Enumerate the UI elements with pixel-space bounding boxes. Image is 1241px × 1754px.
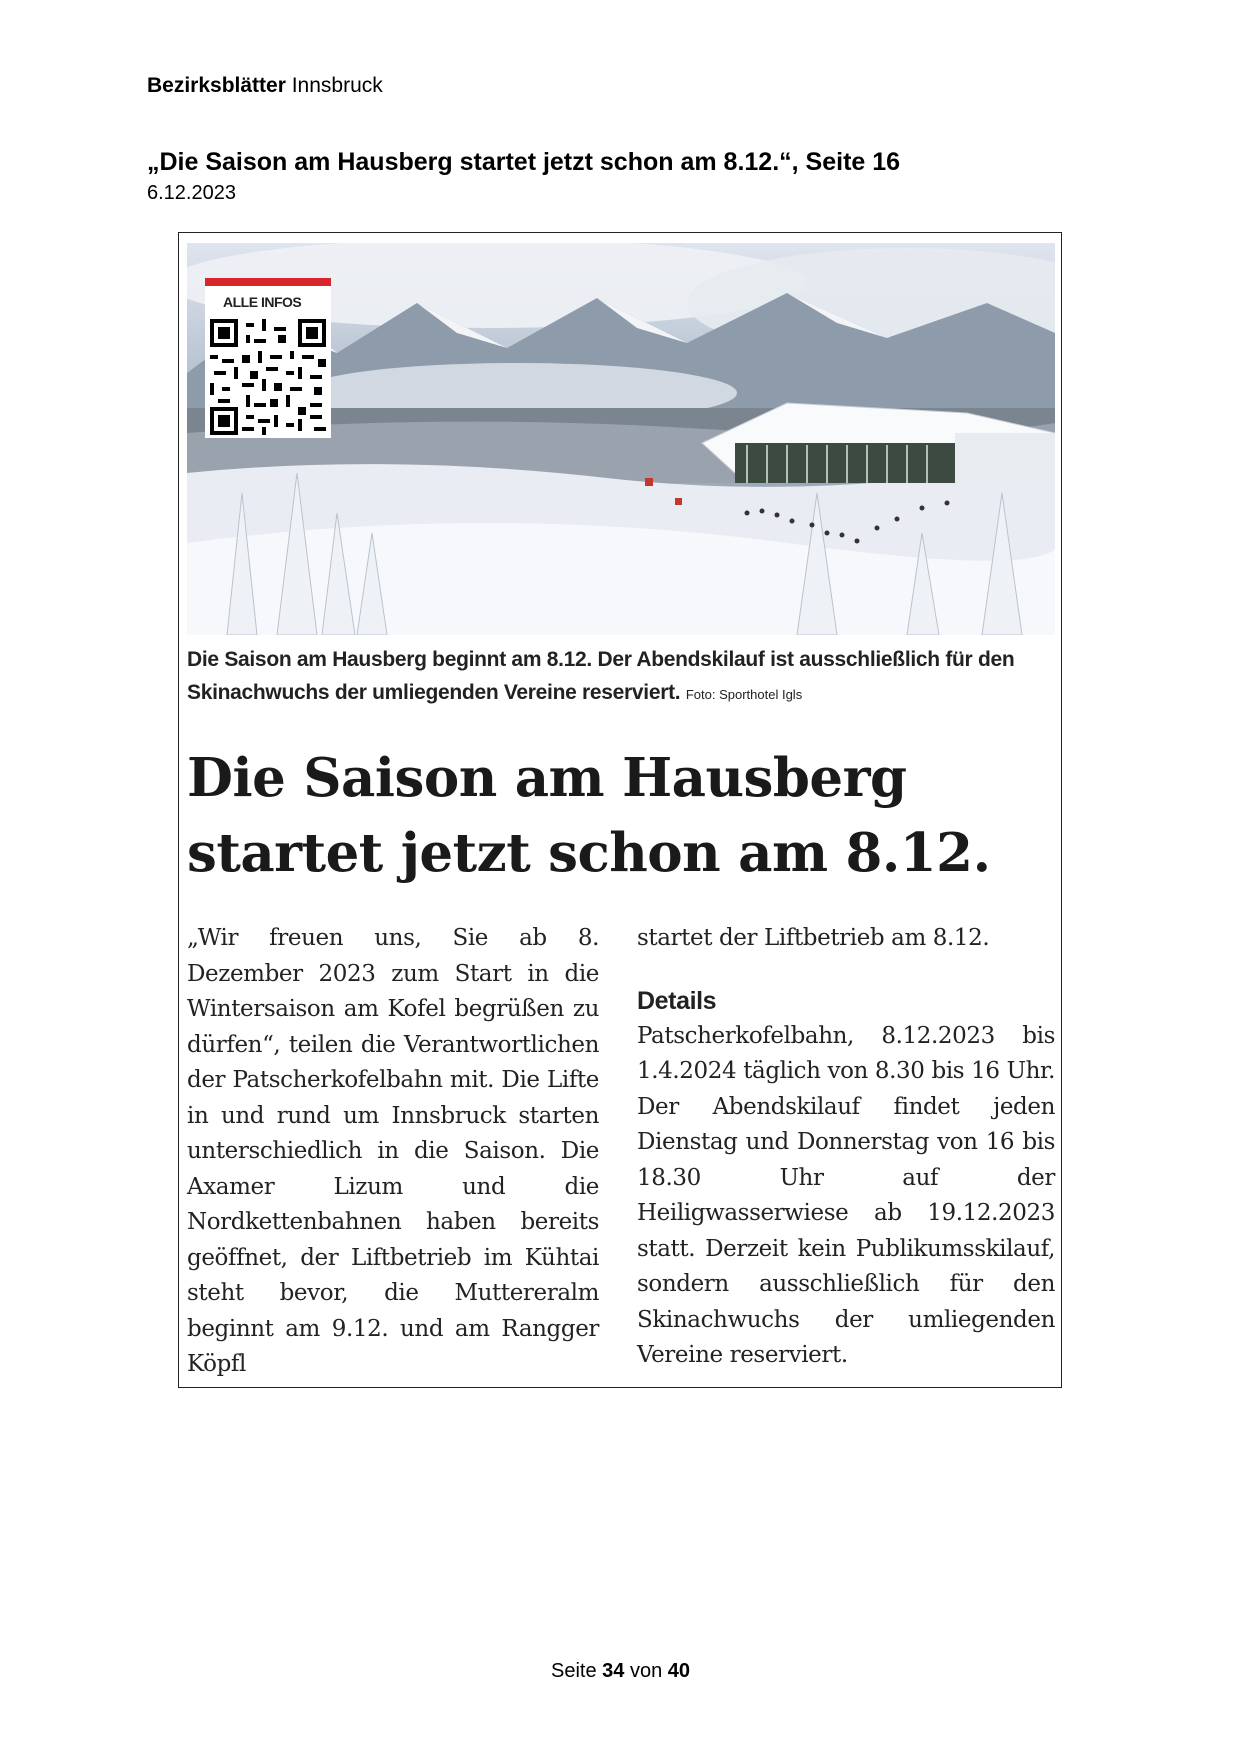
publication-city: Innsbruck [285, 74, 383, 97]
qr-info-box [205, 278, 331, 438]
qr-label: ALLE INFOS [223, 294, 302, 310]
qr-code-icon[interactable] [210, 319, 326, 435]
details-text: Patscherkofelbahn, 8.12.2023 bis 1.4.2024 täglich von 8.30 bis 16 Uhr. Der Abendskilauf findet jeden Dienstag und Donnerstag von 16 bis 18.30 Uhr auf der Heiligwasserwiese ab 19.12.2023 statt. Derzeit kein Publikumsskilauf, sondern ausschließlich für den Skinachwuchs der umliegenden Vereine reserviert. [637, 1022, 1055, 1368]
publication-bold: Bezirksblätter [147, 74, 286, 97]
ski-resort-photo [187, 243, 1055, 635]
publication-name [147, 74, 383, 98]
page-number-footer [0, 1660, 1241, 1683]
newspaper-clipping [178, 232, 1062, 1388]
photo-credit: Foto: Sporthotel Igls [685, 687, 803, 702]
footer-prefix: Seite [550, 1660, 603, 1682]
photo-caption [187, 643, 1055, 711]
article-headline: Die Saison am Hausberg startet jetzt schon am 8.12. [187, 747, 991, 884]
article-reference-title: „Die Saison am Hausberg startet jetzt schon am 8.12.“, Seite 16 [147, 148, 901, 176]
details-heading: Details [637, 986, 717, 1015]
caption-text: Die Saison am Hausberg beginnt am 8.12. Der Abendskilauf ist ausschließlich für den Skinachwuchs der umliegenden Vereine reserviert. [187, 648, 1015, 704]
article-date: 6.12.2023 [147, 182, 236, 204]
right-column-intro: startet der Liftbetrieb am 8.12. [637, 925, 990, 951]
footer-middle: von [624, 1660, 668, 1682]
article-column-left: „Wir freuen uns, Sie ab 8. Dezember 2023 zum Start in die Wintersaison am Kofel begrüßen zu dürfen“, teilen die Verantwortlichen der Patscherkofelbahn mit. Die Lifte in und rund um Innsbruck starten unterschiedlich in die Saison. Die Axamer Lizum und die Nordkettenbahnen haben bereits geöffnet, der Liftbetrieb im Kühtai steht bevor, die Muttereralm beginnt am 9.12. und am Rangger Köpfl [187, 925, 599, 1377]
article-column-right [637, 921, 1055, 1374]
current-page: 34 [602, 1660, 625, 1682]
total-pages: 40 [667, 1660, 690, 1682]
